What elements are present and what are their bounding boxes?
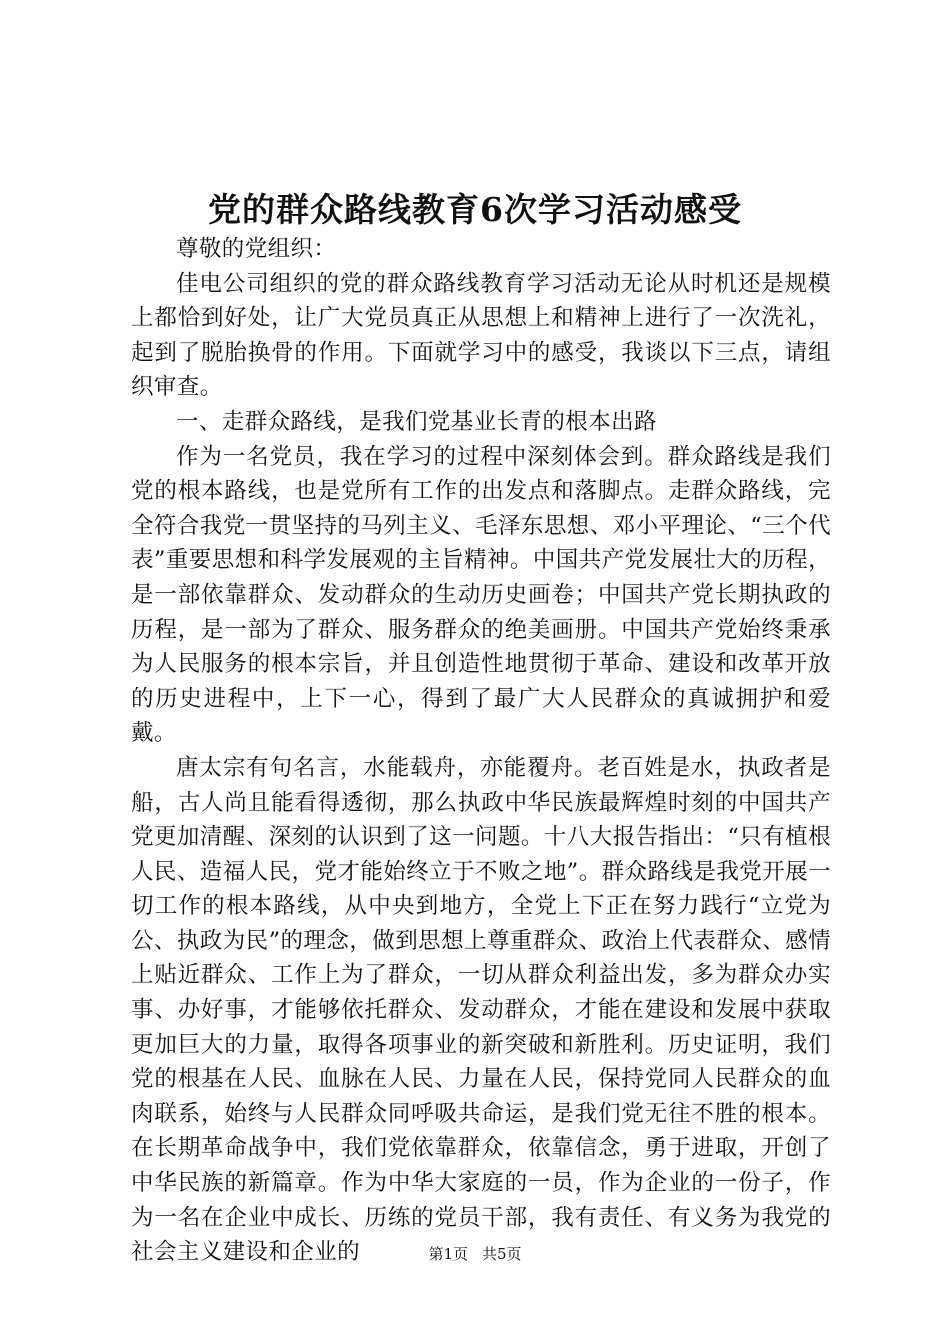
document-body — [131, 232, 831, 1270]
page-total: 共5页 — [482, 1245, 522, 1263]
body-paragraph: 佳电公司组织的党的群众路线教育学习活动无论从时机还是规模上都恰到好处，让广大党员真正从思想上和精神上进行了一次洗礼，起到了脱胎换骨的作用。下面就学习中的感受，我谈以下三点，请组织审查。 — [131, 270, 831, 401]
salutation: 尊敬的党组织： — [176, 236, 337, 262]
page-number: 第1页 — [428, 1245, 468, 1263]
document-title: 党的群众路线教育6次学习活动感受 — [208, 190, 742, 229]
section-heading: 一、走群众路线，是我们党基业长青的根本出路 — [176, 408, 657, 435]
page-footer — [0, 1243, 950, 1265]
body-paragraph: 唐太宗有句名言，水能载舟，亦能覆舟。老百姓是水，执政者是船，古人尚且能看得透彻，那么执政中华民族最辉煌时刻的中国共产党更加清醒、深刻的认识到了这一问题。十八大报告指出：“只有植根人民、造福人民，党才能始终立于不败之地”。群众路线是我党开展一切工作的根本路线，从中央到地方，全党上下正在努力践行“立党为公、执政为民”的理念，做到思想上尊重群众、政治上代表群众、感情上贴近群众、工作上为了群众，一切从群众利益出发，多为群众办实事、办好事，才能够依托群众、发动群众，才能在建设和发展中获取更加巨大的力量，取得各项事业的新突破和新胜利。历史证明，我们党的根基在人民、血脉在人民、力量在人民，保持党同人民群众的血肉联系，始终与人民群众同呼吸共命运，是我们党无往不胜的根本。在长期革命战争中，我们党依靠群众，依靠信念，勇于进取，开创了中华民族的新篇章。作为中华大家庭的一员，作为企业的一份子，作为一名在企业中成长、历练的党员干部，我有责任、有义务为我党的社会主义建设和企业的 — [131, 754, 831, 1266]
body-paragraph: 作为一名党员，我在学习的过程中深刻体会到。群众路线是我们党的根本路线，也是党所有工作的出发点和落脚点。走群众路线，完全符合我党一贯坚持的马列主义、毛泽东思想、邓小平理论、“三个代表”重要思想和科学发展观的主旨精神。中国共产党发展壮大的历程，是一部依靠群众、发动群众的生动历史画卷；中国共产党长期执政的历程，是一部为了群众、服务群众的绝美画册。中国共产党始终秉承为人民服务的根本宗旨，并且创造性地贯彻于革命、建设和改革开放的历史进程中，上下一心，得到了最广大人民群众的真诚拥护和爱戴。 — [131, 443, 831, 747]
